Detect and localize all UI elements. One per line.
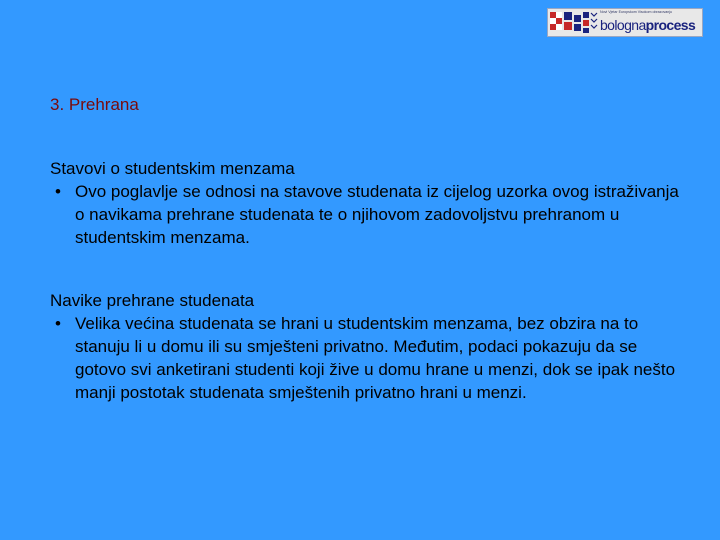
logo-wordmark-bologna: bologna [600, 17, 646, 33]
logo-tagline: Novi Vjetar Europskom Visokom obrazovanju [600, 10, 673, 14]
logo-wordmark [600, 17, 700, 33]
bologna-process-logo [547, 8, 703, 37]
bullet-icon: • [55, 314, 61, 333]
section-eating-habits [50, 289, 690, 404]
logo-wordmark-process: process [645, 17, 696, 33]
checkerboard-logo-icon [548, 9, 598, 36]
bullet-text: Ovo poglavlje se odnosi na stavove studenata iz cijelog uzorka ovog istraživanja o navikama prehrane studenata te o njihovom zadovoljstvu prehranom u studentskim menzama. [75, 182, 679, 247]
section-title: Navike prehrane studenata [50, 291, 255, 310]
bullet-item [50, 180, 690, 249]
bullet-item [50, 312, 690, 404]
section-menza-attitudes [50, 157, 690, 249]
page-heading: 3. Prehrana [50, 95, 139, 114]
section-title: Stavovi o studentskim menzama [50, 159, 295, 178]
bullet-text: Velika većina studenata se hrani u studentskim menzama, bez obzira na to stanuju li u domu ili su smješteni privatno. Međutim, podaci pokazuju da se gotovo svi anketirani studenti koji žive u domu hrane u menzi, dok se ipak nešto manji postotak studenata smještenih privatno hrani u menzi. [75, 314, 676, 402]
bullet-icon: • [55, 182, 61, 201]
